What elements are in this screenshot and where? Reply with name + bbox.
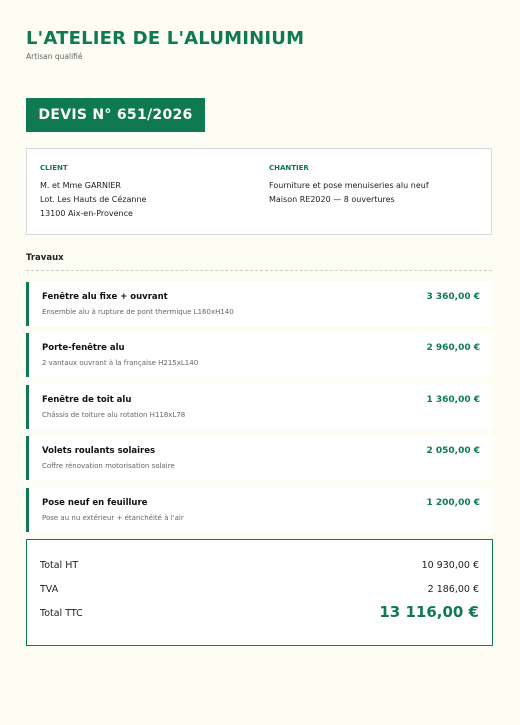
- section-divider: [26, 270, 492, 271]
- line-item-title: Fenêtre alu fixe + ouvrant: [42, 292, 168, 302]
- site-description: Fourniture et pose menuiseries alu neuf: [269, 181, 429, 190]
- line-item-title: Fenêtre de toit alu: [42, 395, 132, 405]
- line-item-description: Coffre rénovation motorisation solaire: [42, 462, 175, 470]
- company-name: L'ATELIER DE L'ALUMINIUM: [26, 28, 305, 49]
- line-item-price: 1 200,00 €: [426, 498, 480, 508]
- total-ht-value: 10 930,00 €: [421, 560, 479, 571]
- client-block: [40, 163, 146, 221]
- total-ht-label: Total HT: [40, 560, 79, 571]
- info-card: [26, 148, 492, 235]
- company-header: [26, 28, 304, 61]
- line-item-description: Châssis de toiture alu rotation H118xL78: [42, 411, 186, 419]
- total-ttc-label: Total TTC: [40, 608, 83, 619]
- tva-label: TVA: [40, 584, 59, 595]
- line-item-price: 2 960,00 €: [426, 343, 480, 353]
- works-section-title: Travaux: [26, 253, 64, 263]
- client-address-line: Lot. Les Hauts de Cézanne: [40, 195, 147, 204]
- line-item-price: 2 050,00 €: [426, 446, 480, 456]
- quote-title: DEVIS N° 651/2026: [38, 107, 193, 123]
- client-label: CLIENT: [40, 164, 68, 172]
- line-item-price: 1 360,00 €: [426, 395, 480, 405]
- client-name: M. et Mme GARNIER: [40, 181, 121, 190]
- line-item-description: Pose au nu extérieur + étanchéité à l'air: [42, 514, 184, 522]
- total-ttc-value: 13 116,00 €: [379, 603, 479, 621]
- line-item: [26, 436, 492, 480]
- line-item: [26, 488, 492, 532]
- site-details: Maison RE2020 — 8 ouvertures: [269, 195, 395, 204]
- line-item: [26, 333, 492, 377]
- site-label: CHANTIER: [269, 164, 309, 172]
- totals-box: [26, 539, 493, 646]
- line-item: [26, 282, 492, 326]
- tva-value: 2 186,00 €: [427, 584, 479, 595]
- line-item-price: 3 360,00 €: [426, 292, 480, 302]
- line-item-description: 2 vantaux ouvrant à la française H215xL140: [42, 359, 199, 367]
- site-block: [269, 163, 429, 207]
- line-item-title: Pose neuf en feuillure: [42, 498, 148, 508]
- line-item: [26, 385, 492, 429]
- line-item-title: Porte-fenêtre alu: [42, 343, 125, 353]
- client-city: 13100 Aix-en-Provence: [40, 209, 133, 218]
- line-item-description: Ensemble alu à rupture de pont thermique L160xH140: [42, 308, 234, 316]
- quote-title-banner: [26, 98, 205, 132]
- company-tagline: Artisan qualifié: [26, 52, 83, 61]
- line-item-title: Volets roulants solaires: [42, 446, 156, 456]
